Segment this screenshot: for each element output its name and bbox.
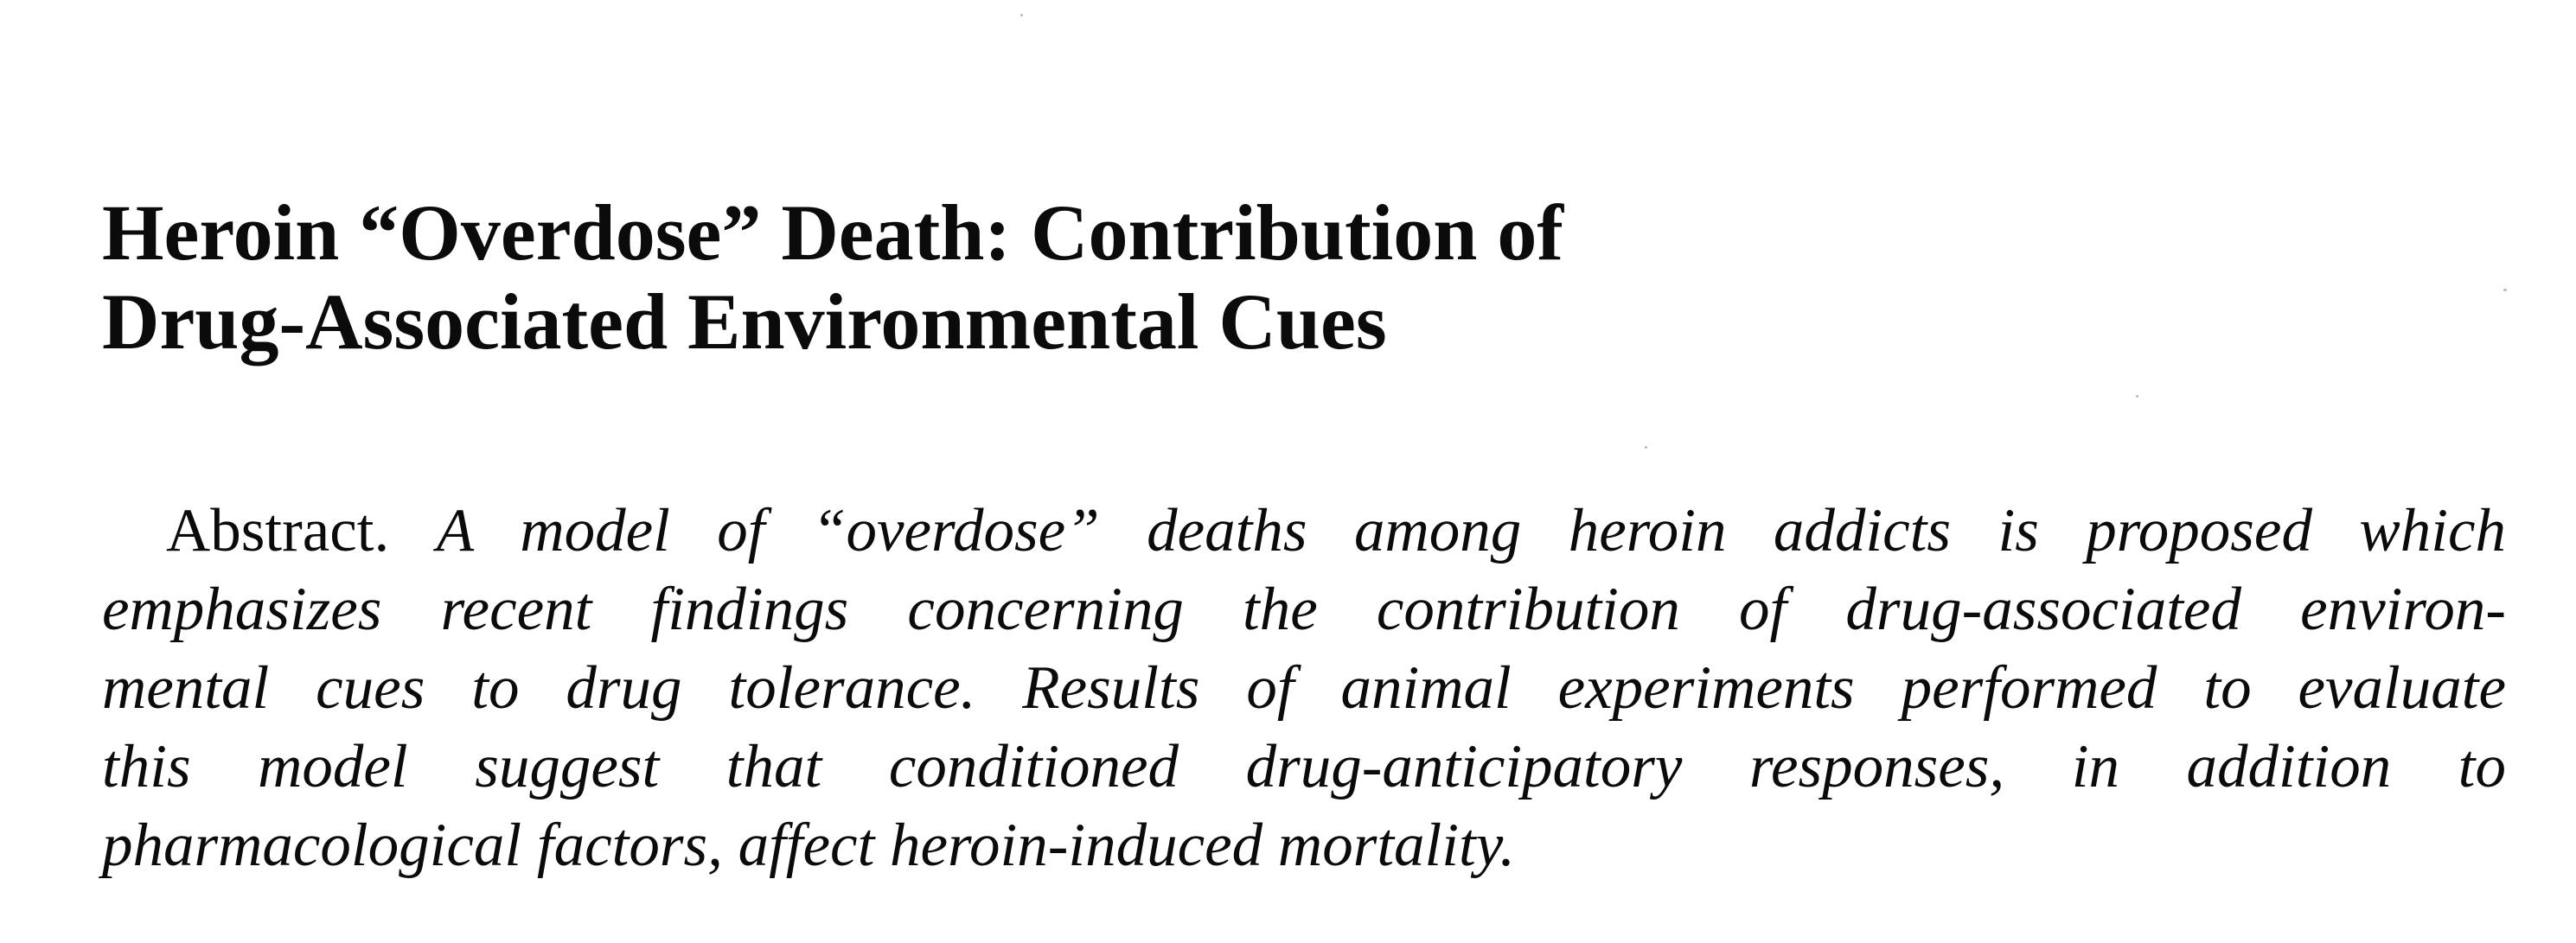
abstract-line-4 xyxy=(102,728,2506,806)
abstract-line-1 xyxy=(102,492,2506,570)
abstract-label: Abstract. xyxy=(166,497,390,564)
abstract-line-5 xyxy=(102,806,2506,885)
abstract-text-line-4: this model suggest that conditioned drug-anticipatory responses, in addition to xyxy=(102,733,2506,800)
title-line-2: Drug-Associated Environmental Cues xyxy=(102,277,1387,366)
abstract-text-line-3: mental cues to drug tolerance. Results of animal experiments performed to evaluate xyxy=(102,654,2506,722)
scan-speck xyxy=(2503,289,2507,291)
scan-speck xyxy=(1020,14,1023,16)
abstract-text-line-2: emphasizes recent findings concerning the contribution of drug-associated environ- xyxy=(102,576,2506,643)
scan-speck xyxy=(1645,446,1647,449)
scan-speck xyxy=(2136,395,2138,398)
title-line-1: Heroin “Overdose” Death: Contribution of xyxy=(102,188,1564,277)
article-title xyxy=(102,188,2177,366)
abstract-line-2 xyxy=(102,570,2506,649)
abstract-paragraph xyxy=(102,492,2506,885)
abstract-text-line-1: A model of “overdose” deaths among heroin addicts is proposed which xyxy=(436,497,2507,564)
abstract-line-3 xyxy=(102,649,2506,728)
abstract-text-line-5: pharmacological factors, affect heroin-induced mortality. xyxy=(102,812,1516,879)
